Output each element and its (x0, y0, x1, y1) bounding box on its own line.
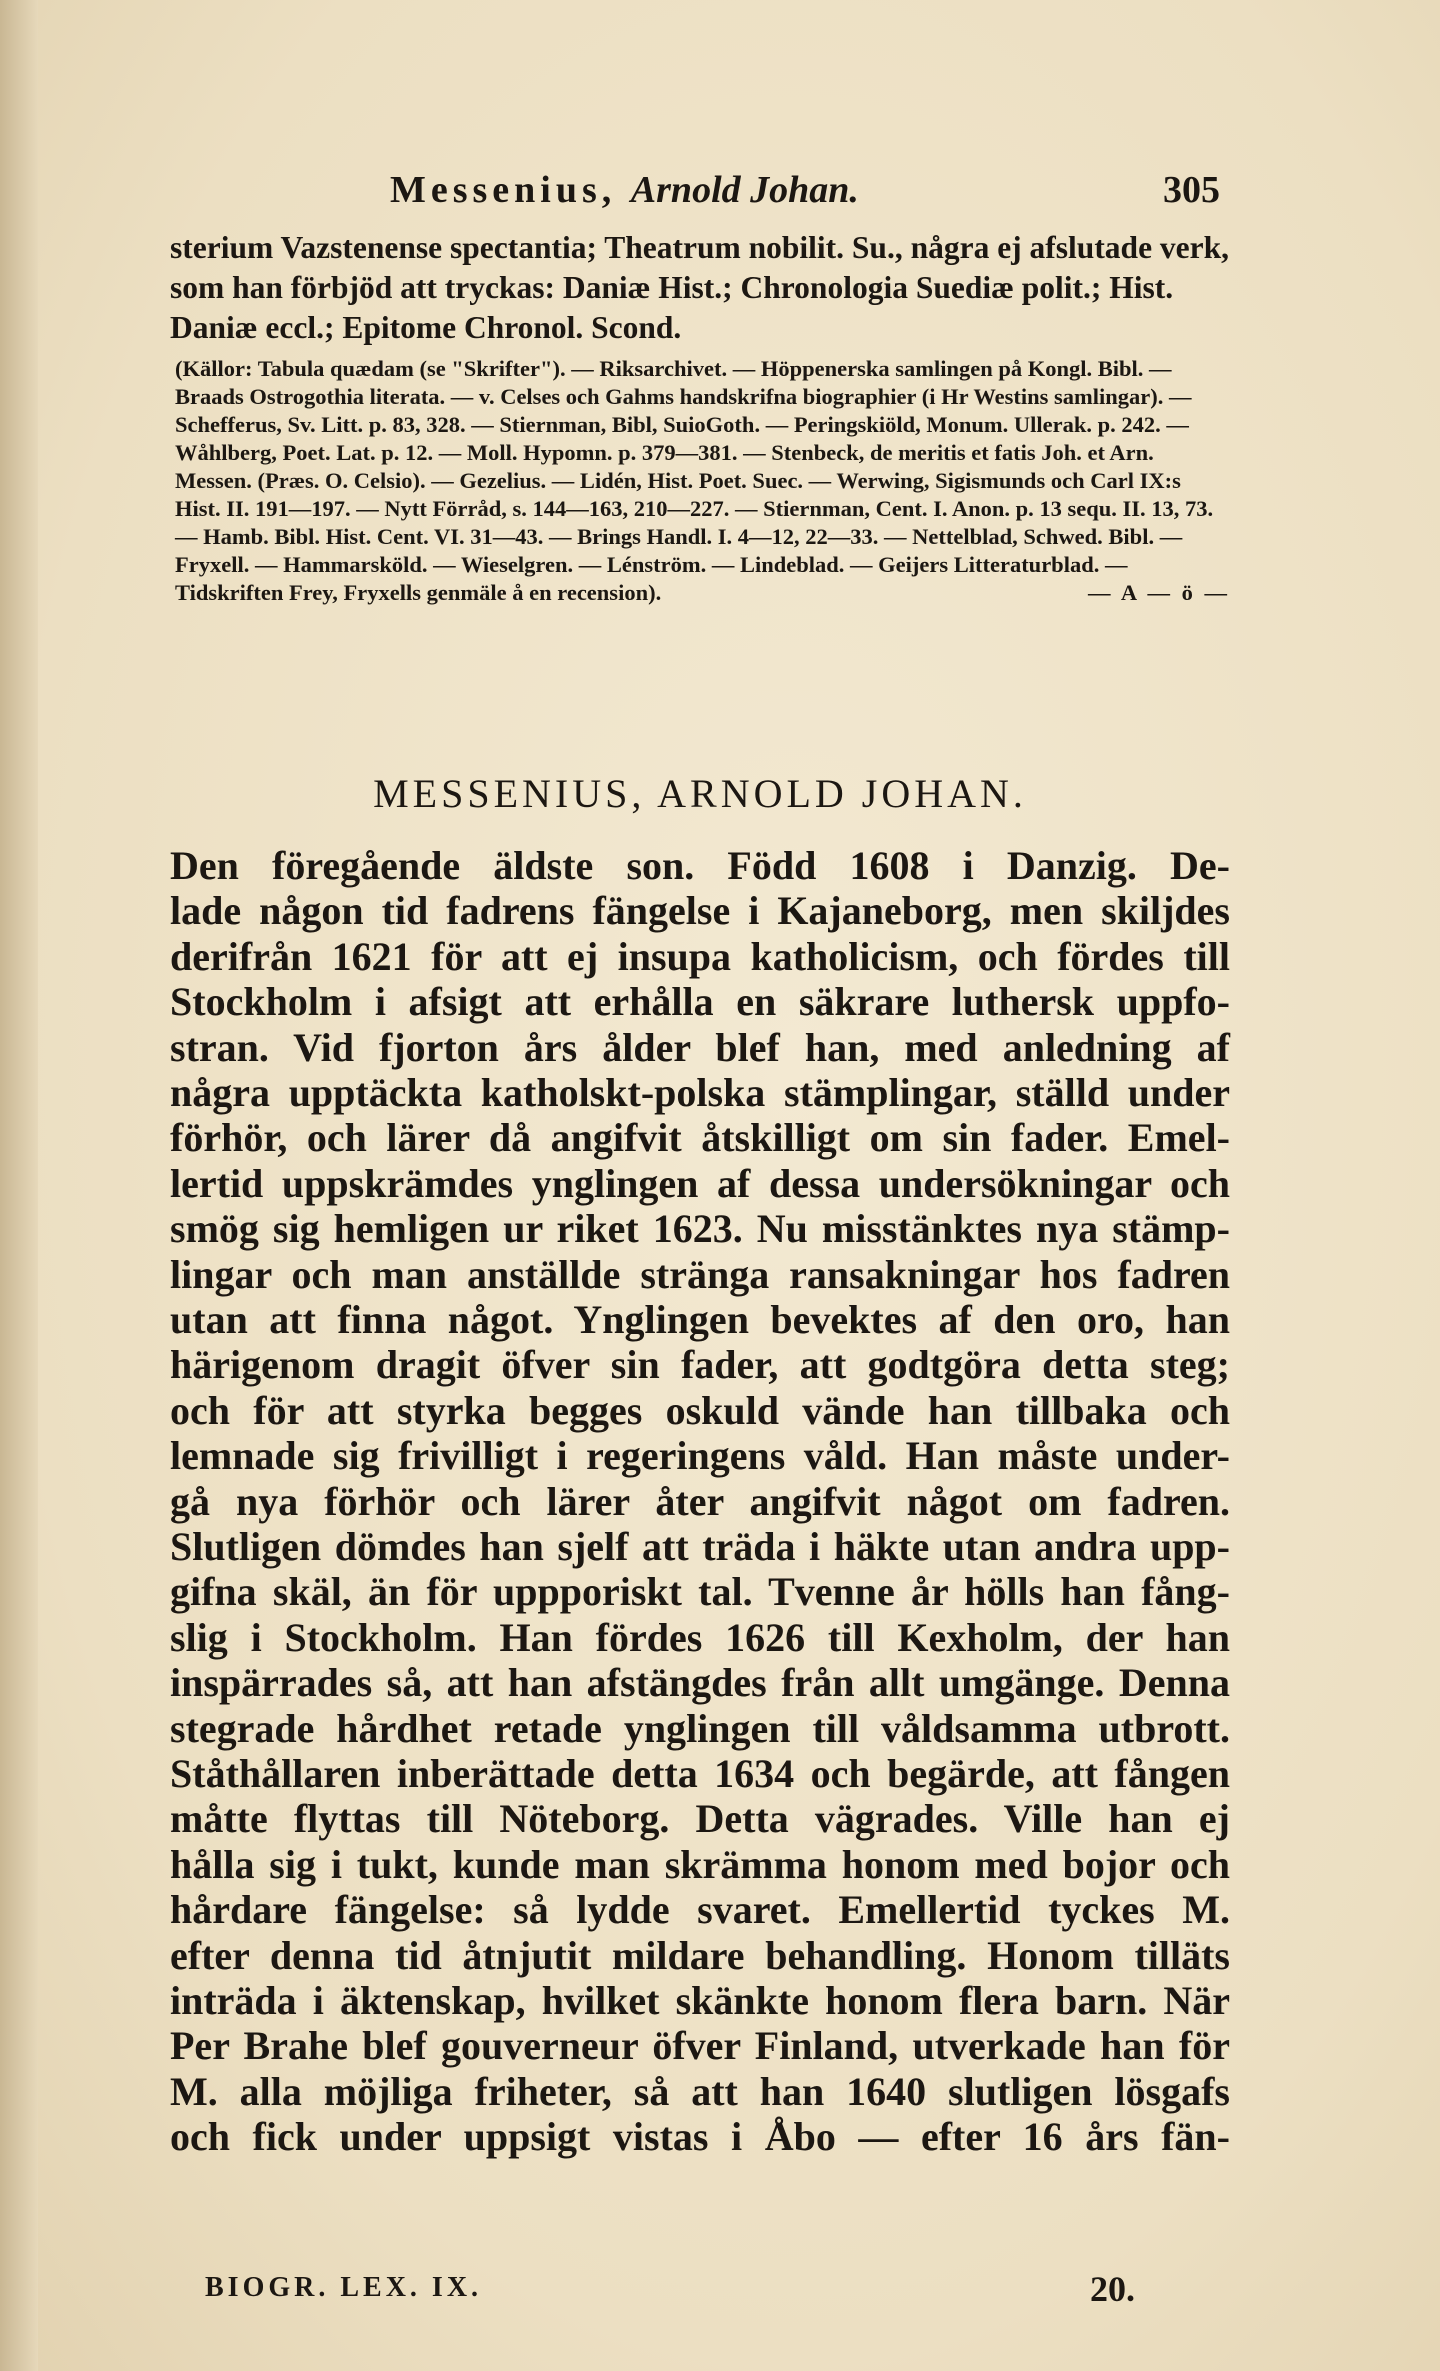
body-line: måtte flyttas till Nöteborg. Detta vägrades. Ville han ej (170, 1796, 1230, 1842)
body-line: utan att finna något. Ynglingen bevektes af den oro, han (170, 1297, 1230, 1342)
body-line: förhör, och lärer då angifvit åtskilligt om sin fader. Emel- (170, 1115, 1230, 1161)
footer-sheet-number: 20. (1090, 2269, 1135, 2309)
body-line: och för att styrka begges oskuld vände han tillbaka och (170, 1387, 1230, 1433)
body-line: lade någon tid fadrens fängelse i Kajaneborg, men skiljdes (170, 888, 1230, 934)
body-line: härigenom dragit öfver sin fader, att godtgöra detta steg; (170, 1342, 1230, 1388)
body-line: Den föregående äldste son. Född 1608 i Danzig. De- (170, 843, 1230, 888)
continued-works-text: sterium Vazstenense spectantia; Theatrum nobilit. Su., några ej afslutade verk, som han förbjöd att tryckas: Daniæ Hist.; Chronologia Suediæ polit.; Hist. Daniæ eccl.; Epitome Chronol. Scond. (170, 230, 1230, 345)
footer-signature: BIOGR. LEX. IX. (205, 2272, 483, 2303)
body-line: inträda i äktenskap, hvilket skänkte honom flera barn. När (170, 1978, 1230, 2023)
body-line: gifna skäl, än för uppроriskt tal. Tvenne år hölls han fång- (170, 1569, 1230, 1615)
running-head-surname: Messenius, (390, 169, 617, 211)
body-line: och fick under uppsigt vistas i Åbo — efter 16 års fän- (170, 2114, 1230, 2160)
body-line: efter denna tid åtnjutit mildare behandling. Honom tilläts (170, 1932, 1230, 1978)
body-line: M. alla möjliga friheter, så att han 1640 slutligen lösgafs (170, 2068, 1230, 2114)
body-line: smög sig hemligen ur riket 1623. Nu misstänktes nya stämp- (170, 1206, 1230, 1252)
sources-paragraph (175, 355, 1230, 607)
body-line: derifrån 1621 för att ej insupa katholicism, och fördes till (170, 933, 1230, 979)
page-number: 305 (1163, 169, 1220, 211)
body-line: Per Brahe blef gouverneur öfver Finland, utverkade han för (170, 2023, 1230, 2069)
body-line: stran. Vid fjorton års ålder blef han, med anledning af (170, 1024, 1230, 1070)
running-head (390, 168, 1220, 218)
body-line: stegrade hårdhet retade ynglingen till våldsamma utbrott. (170, 1705, 1230, 1751)
body-line: några upptäckta katholskt-polska stämplingar, ställd under (170, 1070, 1230, 1115)
body-line: lertid uppskrämdes ynglingen af dessa undersökningar och (170, 1160, 1230, 1206)
sources-author-signature: — A — ö — (1087, 580, 1230, 605)
body-line: gå nya förhör och lärer åter angifvit något om fadren. (170, 1478, 1230, 1524)
body-line: hålla sig i tukt, kunde man skrämma honom med bojor och (170, 1841, 1230, 1887)
binding-gutter (0, 0, 38, 2371)
body-line: Stockholm i afsigt att erhålla en säkrare luthersk uppfo- (170, 979, 1230, 1025)
page-footer (205, 2268, 1135, 2314)
running-head-given-name: Arnold Johan. (630, 169, 859, 211)
body-line: lemnade sig frivilligt i regeringens våld. Han måste under- (170, 1433, 1230, 1479)
sources-text: (Källor: Tabula quædam (se "Skrifter"). — Riksarchivet. — Höppenerska samlingen på Kongl. Bibl. — Braads Ostrogothia literata. — v. Celses och Gahms handskrifna biographier (i Hr Westins samlingar). — Schefferus, Sv. Litt. p. 83, 328. — Stiernman, Bibl, SuioGoth. — Peringskiöld, Monum. Ullerak. p. 242. — Wåhlberg, Poet. Lat. p. 12. — Moll. Hypomn. p. 379—381. — Stenbeck, de meritis et fatis Joh. et Arn. Messen. (Præs. O. Celsio). — Gezelius. — Lidén, Hist. Poet. Suec. — Werwing, Sigismunds och Carl IX:s Hist. II. 191—197. — Nytt Förråd, s. 144—163, 210—227. — Stiernman, Cent. I. Anon. p. 13 sequ. II. 13, 73. — Hamb. Bibl. Hist. Cent. VI. 31—43. — Brings Handl. I. 4—12, 22—33. — Nettelblad, Schwed. Bibl. — Fryxell. — Hammarsköld. — Wieselgren. — Lénström. — Lindeblad. — Geijers Litteraturblad. — Tidskriften Frey, Fryxells genmäle å en recension). (175, 356, 1214, 605)
body-line: lingar och man anställde stränga ransakningar hos fadren (170, 1251, 1230, 1297)
body-line: Ståthållaren inberättade detta 1634 och begärde, att fången (170, 1751, 1230, 1796)
body-line: slig i Stockholm. Han fördes 1626 till Kexholm, der han (170, 1614, 1230, 1660)
body-line: inspärrades så, att han afstängdes från allt umgänge. Denna (170, 1660, 1230, 1706)
article-heading: MESSENIUS, ARNOLD JOHAN. (373, 771, 1027, 816)
body-line: Slutligen dömdes han sjelf att träda i häkte utan andra upp- (170, 1524, 1230, 1569)
running-head-title (390, 168, 859, 212)
body-line: hårdare fängelse: så lydde svaret. Emellertid tyckes M. (170, 1887, 1230, 1933)
